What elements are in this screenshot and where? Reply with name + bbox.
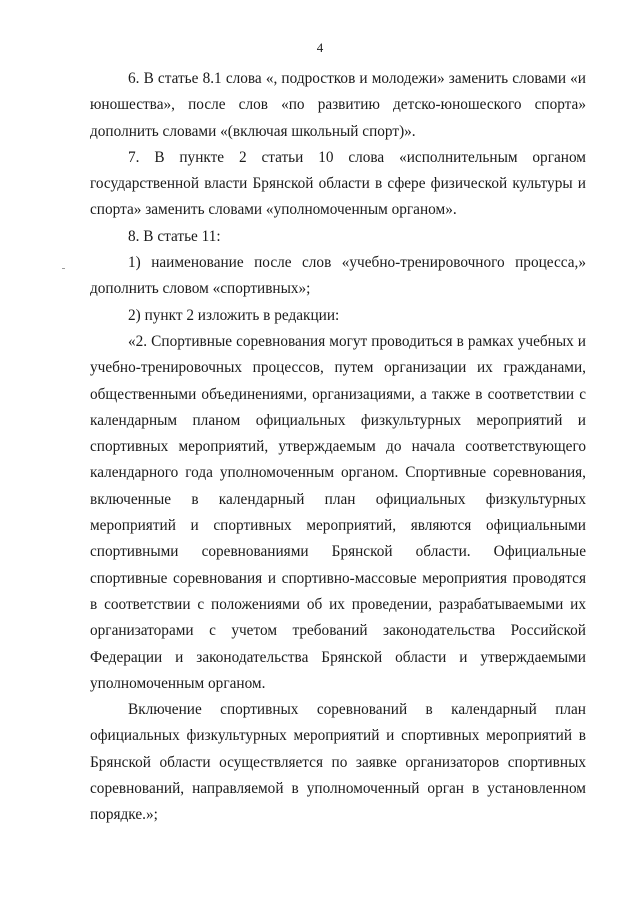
paragraph-item-1: 1) наименование после слов «учебно-тренировочного процесса,» дополнить словом «спортивных»;	[90, 254, 586, 298]
margin-mark	[62, 268, 65, 269]
paragraph-article-8-1: 6. В статье 8.1 слова «, подростков и молодежи» заменить словами «и юношества», после слов «по развитию детско-юношеского спорта» дополнить словами «(включая школьный спорт)».	[90, 70, 586, 140]
paragraph-article-10: 7. В пункте 2 статьи 10 слова «исполнительным органом государственной власти Брянской области в сфере физической культуры и спорта» заменить словами «уполномоченным органом».	[90, 148, 586, 219]
paragraph-article-11-heading: 8. В статье 11:	[128, 227, 221, 245]
page-number: 4	[316, 40, 324, 55]
paragraph-calendar-inclusion: Включение спортивных соревнований в календарный план официальных физкультурных мероприятий и спортивных мероприятий в Брянской области осуществляется по заявке организаторов спортивных соревнований, направляемой в уполномоченный орган в установленном порядке.»;	[90, 701, 586, 824]
document-body	[90, 66, 586, 829]
paragraph-item-2: 2) пункт 2 изложить в редакции:	[128, 306, 340, 324]
paragraph-new-point-2: «2. Спортивные соревнования могут проводиться в рамках учебных и учебно-тренировочных процессов, путем организации их гражданами, общественными объединениями, организациями, а также в соответствии с календарным планом официальных физкультурных мероприятий и спортивных мероприятий, утверждаемым до начала соответствующего календарного года уполномоченным органом. Спортивные соревнования, включенные в календарный план официальных физкультурных мероприятий и спортивных мероприятий, являются официальными спортивными соревнованиями Брянской области. Официальные спортивные соревнования и спортивно-массовые мероприятия проводятся в соответствии с положениями об их проведении, разрабатываемыми их организаторами с учетом требований законодательства Российской Федерации и законодательства Брянской области и утверждаемыми уполномоченным органом.	[90, 332, 586, 692]
